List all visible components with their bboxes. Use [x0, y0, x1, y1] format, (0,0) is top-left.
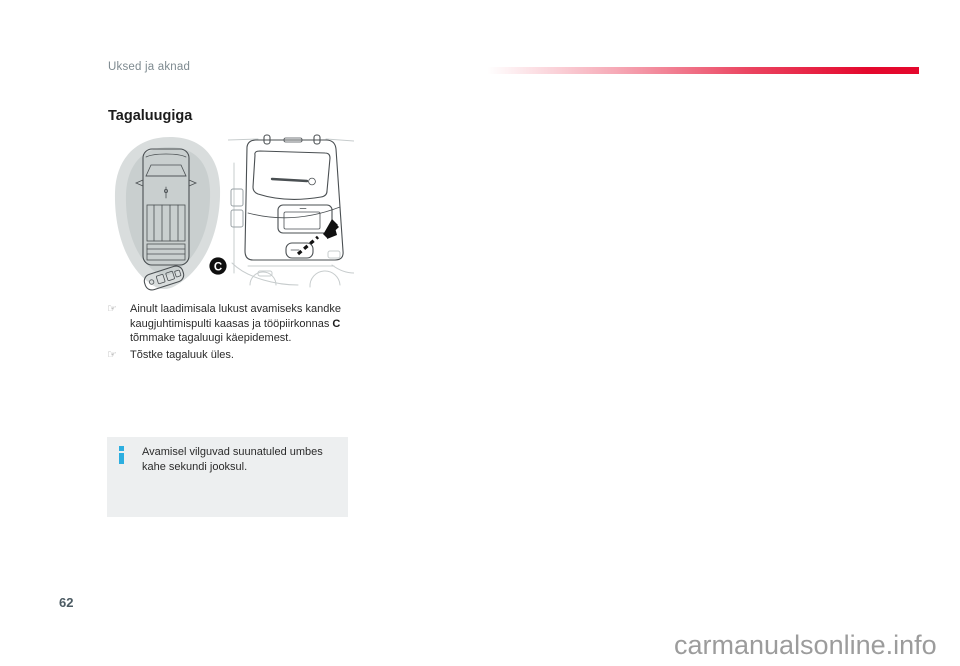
accent-stripe	[487, 67, 919, 74]
instruction-list	[107, 302, 357, 364]
van-rear-view-illustration	[228, 133, 354, 299]
van-top-view-illustration	[112, 135, 228, 297]
instruction-text: Ainult laadimisala lukust avamiseks kandke kaugjuhtimispulti kaasas ja tööpiirkonnas C tõmmake tagaluugi käepidemest.	[130, 303, 341, 344]
instruction-text: Tõstke tagaluuk üles.	[130, 348, 234, 361]
info-box	[107, 437, 348, 517]
zone-label-badge	[209, 257, 226, 274]
zone-label-reference: C	[332, 317, 341, 330]
page-number: 62	[59, 595, 74, 610]
section-header: Uksed ja aknad	[108, 61, 191, 73]
zone-label: C	[213, 261, 223, 274]
info-box-text: Avamisel vilguvad suunatuled umbes kahe sekundi jooksul.	[142, 446, 323, 473]
watermark: carmanualsonline.info	[674, 630, 937, 660]
pull-direction-arrow	[323, 219, 339, 239]
pointing-hand-icon: ☞	[107, 302, 117, 315]
instruction-step	[107, 348, 357, 363]
info-icon	[119, 446, 124, 464]
instruction-step	[107, 302, 357, 346]
illustration-figure	[112, 133, 354, 299]
pointing-hand-icon: ☞	[107, 347, 117, 361]
page-title: Tagaluugiga	[108, 107, 193, 124]
